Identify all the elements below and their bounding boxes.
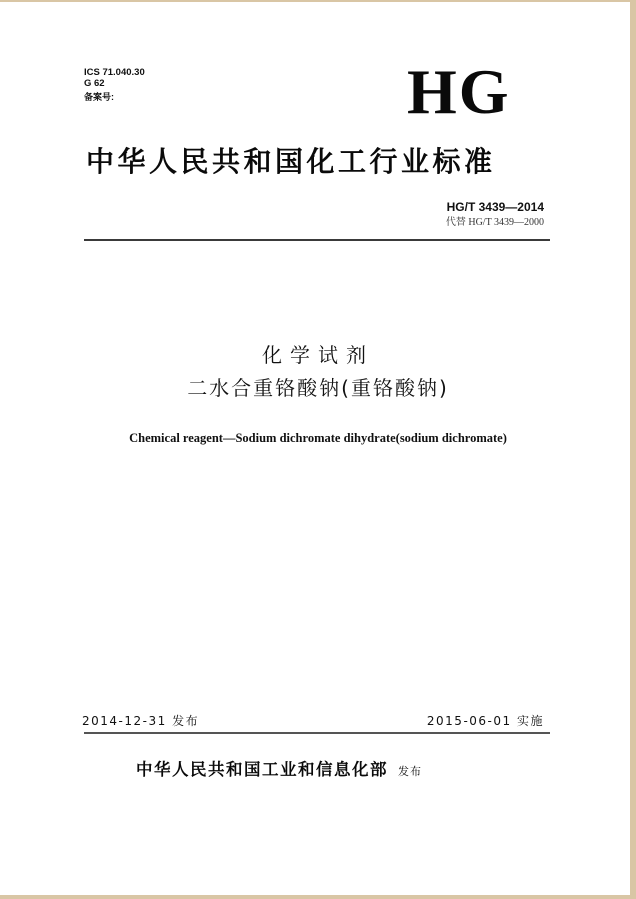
hg-logo: HG (407, 56, 511, 127)
replaces-code: HG/T 3439—2000 (468, 217, 544, 228)
publisher-name: 中华人民共和国工业和信息化部 (136, 760, 388, 779)
implementation-date-value: 2015-06-01 (426, 714, 512, 728)
publisher-action: 发布 (398, 765, 422, 778)
standard-code: HG/T 3439—2014 (446, 200, 544, 214)
header-divider (84, 239, 550, 241)
ics-code: ICS 71.040.30 (84, 67, 145, 78)
issue-date (82, 713, 199, 729)
issue-date-value: 2014-12-31 (82, 714, 167, 728)
document-title-line2: 二水合重铬酸钠(重铬酸钠) (187, 376, 449, 400)
publisher (136, 759, 422, 783)
document-title-english: Chemical reagent—Sodium dichromate dihydrate(sodium dichromate) (129, 431, 507, 445)
standard-cover-page (0, 2, 630, 895)
classification-code: G 62 (84, 78, 105, 89)
issue-date-label: 发布 (172, 714, 200, 728)
footer-divider (84, 732, 550, 734)
record-number-label: 备案号: (84, 92, 114, 102)
replaces-label: 代替 (445, 217, 466, 228)
standard-title: 中华人民共和国化工行业标准 (86, 145, 496, 178)
document-title-line1: 化学试剂 (262, 343, 374, 367)
implementation-date-label: 实施 (516, 714, 544, 728)
replaces-note (446, 217, 544, 229)
implementation-date (427, 713, 544, 729)
